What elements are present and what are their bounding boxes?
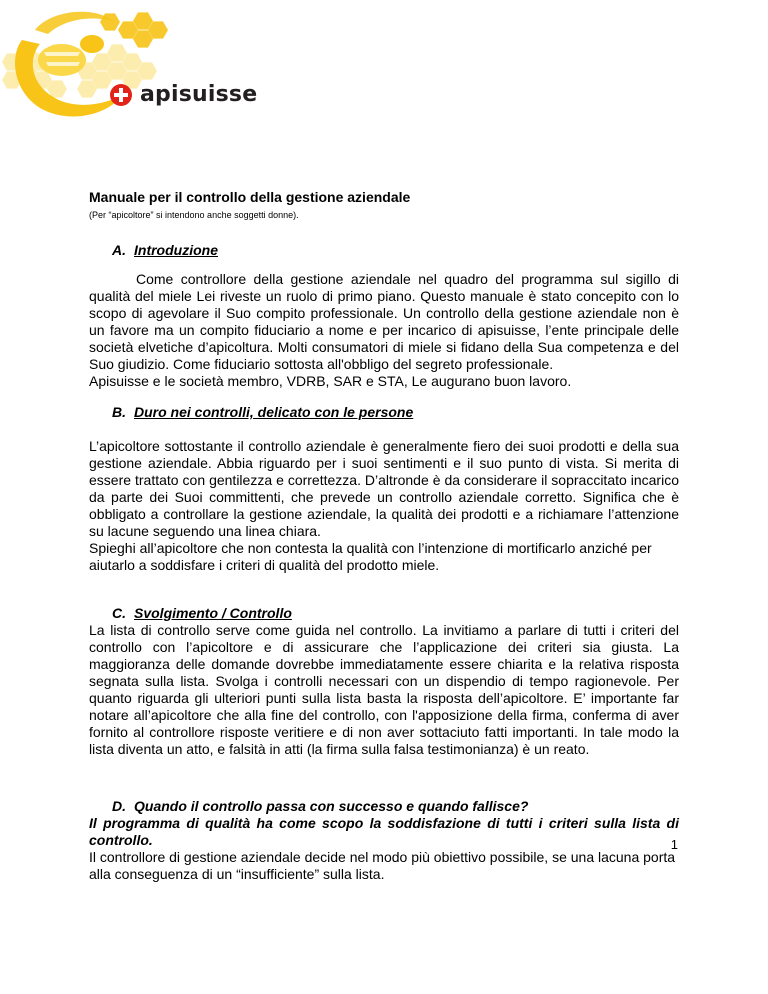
paragraph: L’apicoltore sottostante il controllo aziendale è generalmente fiero dei suoi prodotti e della sua gestione aziendale. Abbia riguardo per i suoi sentimenti e il suo punto di vista. Si merita di essere trattato con gentilezza e correttezza. D’altronde è da considerare il sopraccitato incarico da parte dei Suoi committenti, che prevede un controllo aziendale corretto. Significa che è obbligato a controllare la gestione aziendale, la qualità dei prodotti e a richiamare l’attenzione su lacune seguendo una linea chiara. [89, 438, 679, 539]
document-note: (Per “apicoltore” si intendono anche soggetti donne). [89, 210, 299, 220]
section-letter: D. [112, 798, 126, 814]
paragraph: Il controllore di gestione aziendale decide nel modo più obiettivo possibile, se una lacuna porta alla conseguenza di un “insufficiente” sulla lista. [89, 849, 676, 882]
section-heading-c [89, 605, 679, 622]
paragraph: Apisuisse e le società membro, VDRB, SAR e STA, Le augurano buon lavoro. [89, 373, 572, 389]
page-number: 1 [670, 837, 678, 852]
document-body [89, 189, 679, 883]
honeycomb-bee-logo-icon [0, 0, 300, 130]
section-letter: A. [112, 242, 126, 258]
section-title: Introduzione [134, 242, 218, 258]
section-heading-b [89, 404, 679, 421]
document-title: Manuale per il controllo della gestione aziendale [89, 189, 411, 205]
swiss-cross-icon [110, 84, 132, 106]
logo [0, 0, 300, 130]
bold-statement: Il programma di qualità ha come scopo la soddisfazione di tutti i criteri sulla lista di controllo. [89, 815, 679, 848]
paragraph: Spieghi all’apicoltore che non contesta la qualità con l’intenzione di mortificarlo anziché per aiutarlo a soddisfare i criteri di qualità del prodotto miele. [89, 540, 652, 573]
section-letter: C. [112, 605, 126, 621]
brand-name: apisuisse [140, 82, 258, 107]
paragraph: La lista di controllo serve come guida nel controllo. La invitiamo a parlare di tutti i criteri del controllo con l’apicoltore e di assicurare che l’applicazione dei criteri sia giusta. La maggioranza delle domande dovrebbe immediatamente essere chiarita e la relativa risposta segnata sulla lista. Svolga i controlli necessari con un dispendio di tempo ragionevole. Per quanto riguarda gli ulteriori punti sulla lista basta la risposta dell’apicoltore. E’ importante far notare all’apicoltore che alla fine del controllo, con l'apposizione della firma, conferma di aver fornito al controllore risposte veritiere e di non aver sottaciuto fatti importanti. In tale modo la lista diventa un atto, e falsità in atti (la firma sulla falsa testimonianza) è un reato. [89, 622, 679, 757]
paragraph: Come controllore della gestione aziendale nel quadro del programma sul sigillo di qualità del miele Lei riveste un ruolo di primo piano. Questo manuale è stato concepito con lo scopo di agevolare il Suo compito professionale. Un controllo della gestione aziendale non è un favore ma un compito fiduciario a nome e per incarico di apisuisse, l’ente principale delle società elvetiche d’apicoltura. Molti consumatori di miele si fidano della Sua competenza e del Suo giudizio. Come fiduciario sottosta all'obbligo del segreto professionale. [89, 271, 679, 372]
brand [110, 82, 257, 107]
section-heading-a [89, 242, 679, 259]
section-title: Duro nei controlli, delicato con le persone [134, 404, 414, 420]
section-title: Svolgimento / Controllo [134, 605, 292, 621]
section-title: Quando il controllo passa con successo e quando fallisce? [134, 798, 529, 814]
section-heading-d [89, 798, 679, 815]
section-letter: B. [112, 404, 126, 420]
